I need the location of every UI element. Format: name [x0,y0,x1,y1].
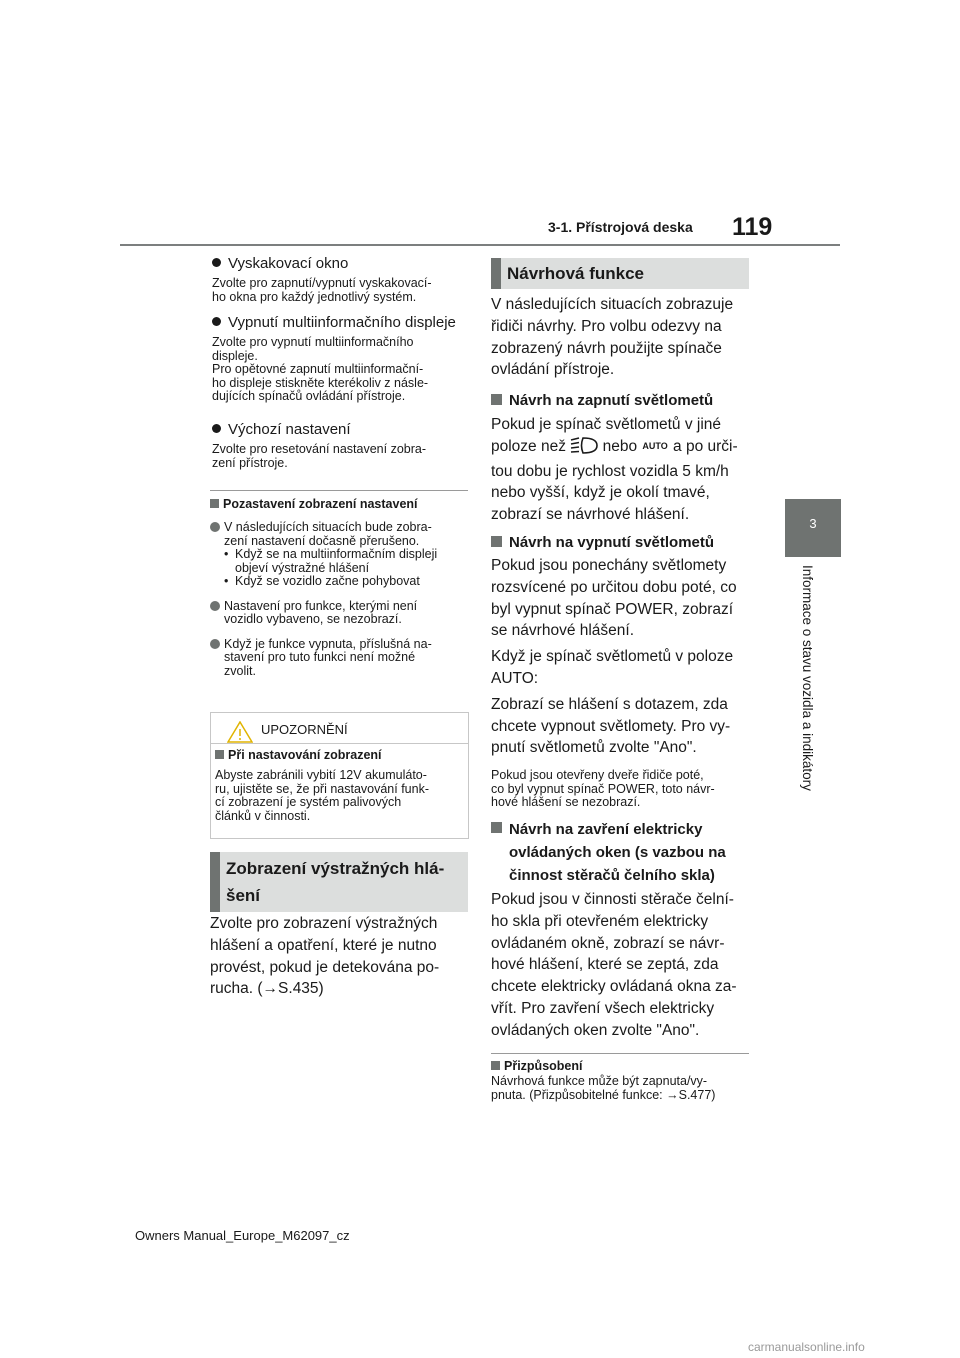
suggestion-section-title: Návrhová funkce [491,258,749,289]
suggestion-intro: V následujících situacích zobrazuje řidiči návrhy. Pro volbu odezvy na zobrazený návrh použijte spínače ovládání přístroje. [491,296,734,379]
bullet-icon [212,424,221,433]
note-item: Když je funkce vypnuta, příslušná na- stavení pro tuto funkci není možné zvolit. [210,638,468,679]
divider [210,490,468,491]
customize-heading: Přizpůsobení [491,1059,751,1073]
watermark: carmanualsonline.info [748,1340,865,1354]
item-display-off: Vypnutí multiinformačního displeje Zvolte pro vypnutí multiinformačního displeje. Pro opětovné zapnutí multiinformační- ho displeje stiskněte kterékoliv z násle- dujících spínačů ovládání přístroje. [212,314,470,404]
item-desc: Zvolte pro resetování nastavení zobra- zení přístroje. [212,442,427,470]
caution-divider [211,743,468,744]
caution-heading: Při nastavování zobrazení [215,748,382,762]
window-close-text: Pokud jsou v činnosti stěrače čelní- ho skla při otevřeném elektricky ovládaném okně, zobrazí se návr- hové hlášení, které se zeptá, zda chcete elektricky ovládaná okna za- vřít. Pro zavření všech elektricky ovládaných oken zvolte "Ano". [491,891,737,1039]
item-default-settings: Výchozí nastavení Zvolte pro resetování nastavení zobra- zení přístroje. [212,421,470,470]
section-title: 3-1. Přístrojová deska [548,219,693,235]
square-icon [491,1061,500,1070]
warning-section-text: Zvolte pro zobrazení výstražných hlášení a opatření, které je nutno provést, pokud je detekována po- rucha. (→S.435) [210,915,440,998]
pause-heading: Pozastavení zobrazení nastavení [210,497,468,511]
headlight-on-heading: Návrh na zapnutí světlometů [491,389,751,412]
item-desc: Zvolte pro zapnutí/vypnutí vyskakovací- ho okna pro každý jednotlivý systém. [212,276,432,304]
bullet-icon [212,317,221,326]
header-divider [120,244,840,246]
note-item: Nastavení pro funkce, kterými není vozidlo vybaveno, se nezobrazí. [210,600,468,627]
warning-section-title: Zobrazení výstražných hlá- šení [210,852,468,912]
note-item: V následujících situacích bude zobra- zení nastavení dočasně přerušeno. [210,521,468,548]
pause-notes [210,521,468,678]
page-number: 119 [732,213,773,241]
caution-box [210,712,469,839]
square-icon [491,394,502,405]
sub-list [210,548,468,589]
caution-title: UPOZORNĚNÍ [261,722,348,737]
headlight-on-text: Pokud je spínač světlometů v jiné poloze než nebo AUTO a po urči- tou dobu je rychlost vozidla 5 km/h nebo vyšší, když je okolí tmavé, zobrazí se návrhové hlášení. [491,416,738,524]
square-icon [491,536,502,547]
footer-text: Owners Manual_Europe_M62097_cz [135,1228,350,1243]
item-desc: Zvolte pro vypnutí multiinformačního displeje. Pro opětovné zapnutí multiinformační- ho displeje stiskněte kterékoliv z násle- dujících spínačů ovládání přístroje. [212,335,429,403]
note-bullet-icon [210,522,220,532]
divider [491,1053,749,1054]
chapter-title: Informace o stavu vozidla a indikátory [800,565,815,791]
note-bullet-icon [210,639,220,649]
bullet-icon [212,258,221,267]
window-close-heading: Návrh na zavření elektricky ovládaných oken (s vazbou na činnost stěračů čelního skla) [491,818,751,887]
square-icon [491,822,502,833]
item-popup: Vyskakovací okno Zvolte pro zapnutí/vypnutí vyskakovací- ho okna pro každý jednotlivý systém. [212,255,470,304]
square-icon [210,499,219,508]
square-icon [215,750,224,759]
auto-symbol-icon: AUTO [642,440,668,451]
caution-text: Abyste zabránili vybití 12V akumuláto- ru, ujistěte se, že při nastavování funk- cí zobrazení je systém palivových článků v činnosti. [215,768,429,823]
note-bullet-icon [210,601,220,611]
headlight-icon [570,437,598,461]
customize-text: Návrhová funkce může být zapnuta/vy- pnuta. (Přizpůsobitelné funkce: →S.477) [491,1074,716,1102]
sub-list-item: • Když se na multiinformačním displeji objeví výstražné hlášení [224,548,468,575]
sub-list-item: • Když se vozidlo začne pohybovat [224,575,468,589]
headlight-off-heading: Návrh na vypnutí světlometů [491,531,751,554]
chapter-tab: 3 [785,499,841,557]
headlight-off-text: Pokud jsou ponechány světlomety rozsvícené po určitou dobu poté, co byl vypnut spínač POWER, zobrazí se návrhové hlášení. Když je spínač světlometů v poloze AUTO: Zobrazí se hlášení s dotazem, zda chcete vypnout světlomety. Pro vy- pnutí světlometů zvolte "Ano". Pokud jsou otevřeny dveře řidiče poté, co byl vypnut spínač POWER, toto návr- hové hlášení se nezobrazí. [491,557,737,810]
